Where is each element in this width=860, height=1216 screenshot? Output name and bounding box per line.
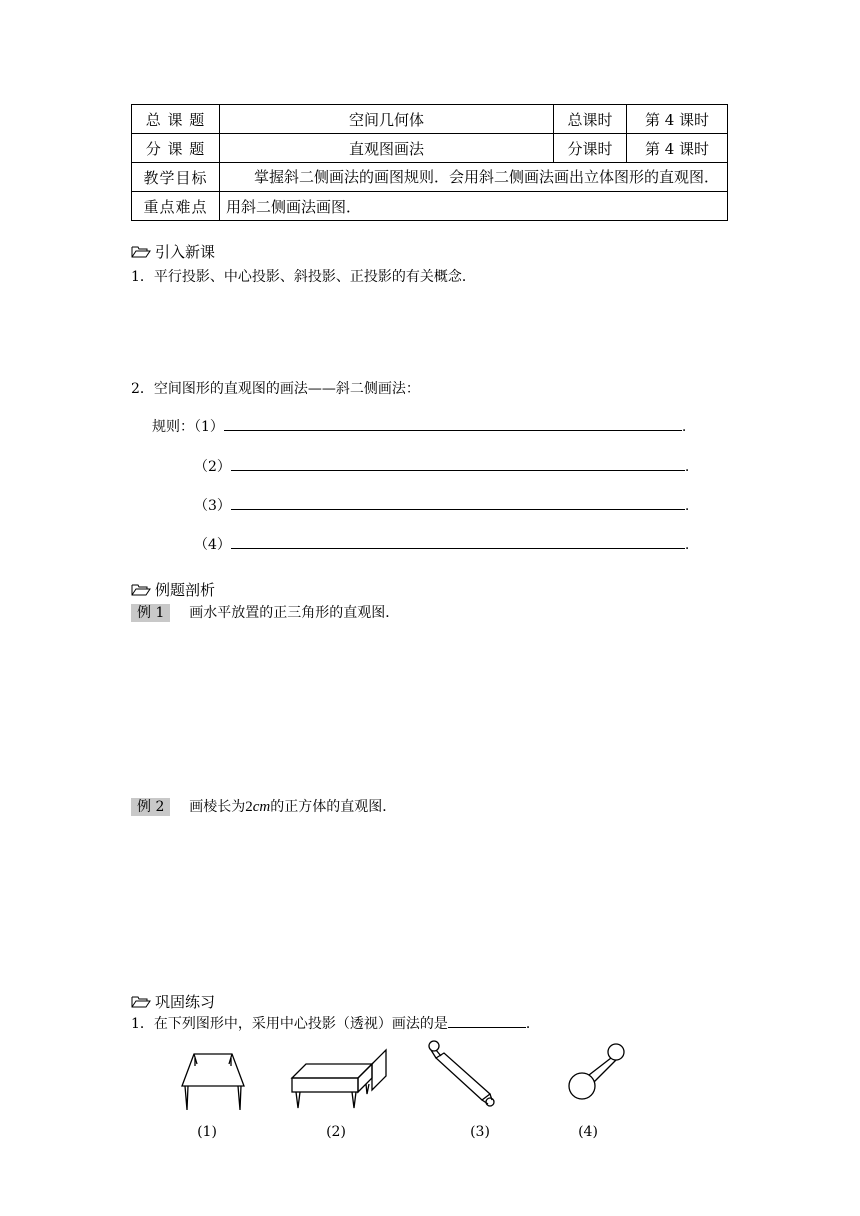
section-heading-examples (131, 579, 215, 600)
example-tag: 例 2 (131, 798, 170, 816)
rule-line-4 (194, 534, 689, 554)
answer-blank[interactable] (224, 416, 682, 431)
question-end: ． (525, 1016, 540, 1032)
figure-label-2: (2) (326, 1124, 346, 1140)
answer-blank[interactable] (448, 1013, 526, 1028)
figures-drawing (170, 1036, 650, 1128)
math-unit: cm (252, 799, 271, 815)
table-row (132, 105, 728, 134)
rules-label: 规则： (152, 419, 194, 435)
rule-line-2 (194, 456, 689, 476)
teaching-goal-text: 掌握斜二侧画法的画图规则．会用斜二侧画法画出立体图形的直观图． (254, 168, 720, 186)
practice-item-1 (131, 1013, 540, 1033)
rule-end: . (681, 419, 687, 435)
value-key-points: 用斜二侧画法画图． (220, 192, 728, 221)
example-1 (131, 602, 399, 622)
rule-end: . (684, 498, 690, 514)
folder-icon (131, 583, 151, 596)
value-total-hours: 第 4 课时 (627, 105, 728, 134)
example-text: 画水平放置的正三角形的直观图． (189, 605, 400, 621)
answer-blank[interactable] (231, 495, 685, 510)
intro-item-2: 2．空间图形的直观图的画法——斜二侧画法： (131, 381, 420, 397)
section-heading-practice (131, 991, 215, 1012)
figure-label-1: (1) (197, 1124, 217, 1140)
label-total-topic: 总 课 题 (132, 105, 220, 134)
label-key-points: 重点难点 (132, 192, 220, 221)
label-teaching-goal: 教学目标 (132, 163, 220, 192)
label-total-hours: 总课时 (554, 105, 627, 134)
rule-number: （2） (194, 459, 231, 475)
label-sub-hours: 分课时 (554, 134, 627, 163)
label-sub-topic: 分 课 题 (132, 134, 220, 163)
answer-blank[interactable] (231, 534, 685, 549)
section-title: 巩固练习 (155, 993, 216, 1011)
answer-blank[interactable] (231, 456, 685, 471)
table-row (132, 134, 728, 163)
math-number: 2 (245, 799, 253, 815)
example-2 (131, 796, 396, 816)
rule-end: . (684, 537, 690, 553)
figure-4-spheres (569, 1044, 624, 1099)
value-sub-hours: 第 4 课时 (627, 134, 728, 163)
section-title: 引入新课 (155, 243, 216, 261)
value-total-topic: 空间几何体 (220, 105, 554, 134)
figure-1-table (182, 1054, 244, 1110)
value-sub-topic: 直观图画法 (220, 134, 554, 163)
rule-end: . (684, 459, 690, 475)
math-length (245, 799, 270, 815)
rule-number: （4） (194, 537, 231, 553)
example-text: 画棱长为 (189, 799, 246, 815)
figure-2-box (292, 1050, 386, 1108)
section-heading-intro (131, 241, 215, 262)
table-row (132, 163, 728, 192)
figure-label-4: (4) (578, 1124, 598, 1140)
rule-number: （3） (194, 498, 231, 514)
table-row (132, 192, 728, 221)
section-title: 例题剖析 (155, 581, 216, 599)
figure-label-3: (3) (470, 1124, 490, 1140)
lesson-info-table (131, 104, 728, 221)
example-text: 的正方体的直观图． (270, 799, 397, 815)
rule-line-3 (194, 495, 689, 515)
rule-line-1 (152, 416, 686, 436)
figure-3-rolling-pin (429, 1041, 494, 1106)
question-text: 1．在下列图形中，采用中心投影（透视）画法的是 (131, 1016, 448, 1032)
folder-icon (131, 245, 151, 258)
example-tag: 例 1 (131, 604, 170, 622)
folder-icon (131, 995, 151, 1008)
intro-item-1: 1．平行投影、中心投影、斜投影、正投影的有关概念． (131, 269, 476, 285)
rule-number: （1） (194, 419, 224, 435)
value-teaching-goal (220, 163, 728, 192)
